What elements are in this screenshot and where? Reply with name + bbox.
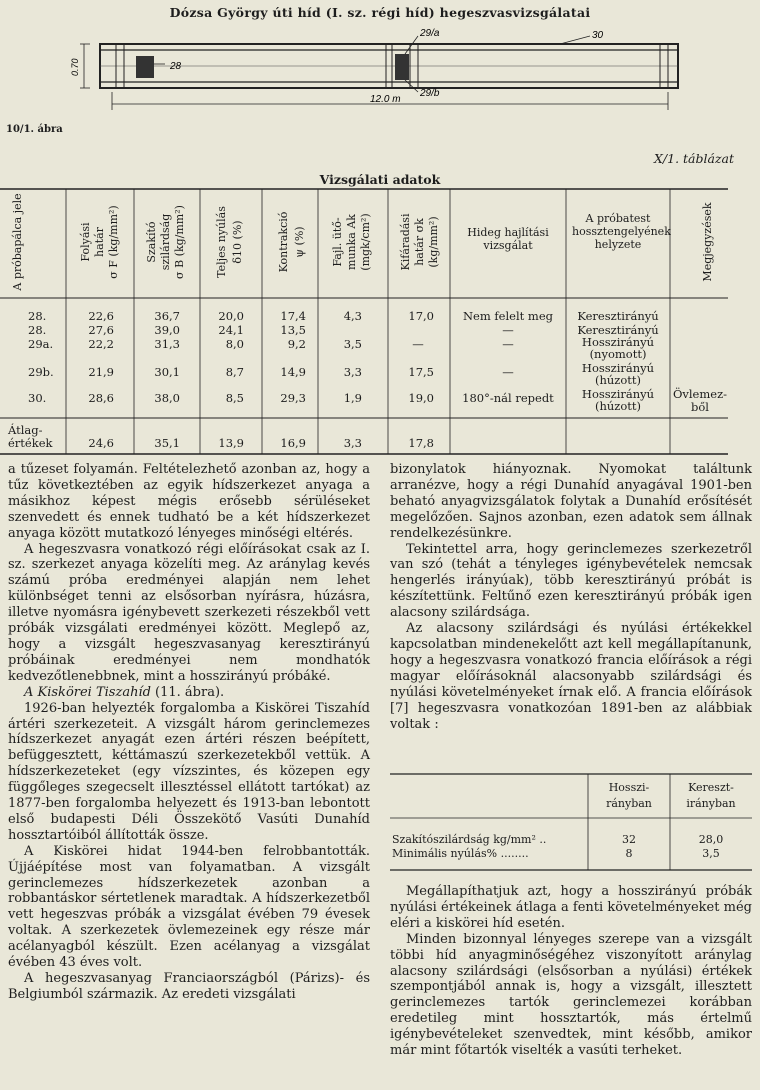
cell-bend: — bbox=[502, 337, 514, 351]
cell-impact: 1,9 bbox=[343, 391, 362, 405]
cell-contr: 9,2 bbox=[287, 337, 306, 351]
cell-tensile: 30,1 bbox=[154, 365, 180, 379]
header-tensile-1: Szakító bbox=[145, 221, 158, 263]
cell-yield: 22,2 bbox=[88, 337, 114, 351]
cell-impact: 3,3 bbox=[343, 365, 362, 379]
right-p4: Megállapíthatjuk azt, hogy a hosszirányú próbák nyúlási értékeinek átlaga a fenti követelményeket még eléri a kiskörei híd esetén. bbox=[390, 884, 752, 931]
label-28: 28 bbox=[170, 61, 182, 72]
req-header-trans-1: Kereszt- bbox=[688, 781, 734, 794]
cell-tensile: 38,0 bbox=[154, 391, 180, 405]
label-29a: 29/a bbox=[420, 28, 440, 39]
cell-tensile: 36,7 bbox=[154, 309, 180, 323]
header-position: A próbatest hossztengelyének helyzete bbox=[572, 212, 671, 251]
beam-drawing bbox=[0, 22, 760, 122]
cell-elong: 8,7 bbox=[225, 365, 244, 379]
avg-label-2: értékek bbox=[8, 436, 53, 450]
avg-impact: 3,3 bbox=[343, 436, 362, 450]
cell-impact: 4,3 bbox=[343, 309, 362, 323]
cell-yield: 21,9 bbox=[88, 365, 114, 379]
req-header-trans-2: irányban bbox=[686, 797, 736, 810]
cell-bend: — bbox=[502, 365, 514, 379]
cell-tensile: 39,0 bbox=[154, 323, 180, 337]
right-column-lower bbox=[390, 884, 752, 1059]
right-p2: Tekintettel arra, hogy gerinclemezes szerkezetről van szó (tehát a tényleges igénybevételek nemcsak hengerlés irányúak), több keresztirányú próbát is készítettünk. Feltűnő ezen keresztirányú próbák igen alacsony szilárdsága. bbox=[390, 541, 752, 621]
table-number: X/1. táblázat bbox=[654, 151, 734, 166]
cell-contr: 13,5 bbox=[280, 323, 306, 337]
left-p2: A hegeszvasra vonatkozó régi előírásokat csak az I. sz. szerkezet anyaga közelíti meg. Az aránylag kevés számú próba eredményei alapján nem lehet különbséget tenni az elsősorban nyírásra, húzásra, illetve nyomásra igénybevett szerkezeti részekből vett próbák vizsgálati eredményei között. Meglepő az, hogy a vizsgált hegeszvasanyag keresztirányú próbáinak eredményei nem mondhatók kedvezőtlenebbnek, mint a hosszirányú próbáké. bbox=[8, 541, 370, 684]
label-height: 0.70 bbox=[70, 58, 80, 76]
right-p5: Minden bizonnyal lényeges szerepe van a vizsgált többi híd anyagminőségéhez viszonyított aránylag alacsony szilárdsági (elsősorban a nyúlási) értékek szempontjából annak is, hogy a vizsgált, illesztett gerinclemezes tartók gerinclemezei korábban eredetileg mint hossztartók, más értelmű igénybevételeket szenvedtek, mint később, amikor már mint főtartók viselték a vasúti terheket. bbox=[390, 931, 752, 1059]
cell-id: 29b. bbox=[28, 365, 54, 379]
cell-yield: 22,6 bbox=[88, 309, 114, 323]
left-p4: 1926-ban helyezték forgalomba a Kiskörei Tiszahíd ártéri szerkezeteit. A vizsgált három gerinclemezes hídszerkezet anyagát ezen ártéri részen beépített, befüggesztett, kéttámaszú szerkezetekből vettük. A hídszerkezeteket (egy vízszintes, és közepen egy függőleges szegecselt illesztéssel ellátott tartókat) az 1877-ben forgalomba helyezett és 1913-ban lebontott első budapesti Déli Összekötő Vasúti Dunahíd hossztartóiból állították össze. bbox=[8, 700, 370, 843]
req-elong-trans: 3,5 bbox=[702, 847, 720, 860]
req-elong-long: 8 bbox=[625, 847, 633, 860]
avg-contr: 16,9 bbox=[280, 436, 306, 450]
header-contr-2: ψ (%) bbox=[293, 226, 306, 258]
cell-tensile: 31,3 bbox=[154, 337, 180, 351]
left-p6: A hegeszvasanyag Franciaországból (Párizs)- és Belgiumból származik. Az eredeti vizsgálati bbox=[8, 971, 370, 1002]
header-contr-1: Kontrakció bbox=[277, 211, 290, 273]
cell-fatigue: 17,0 bbox=[408, 309, 434, 323]
header-yield-1: Folyási bbox=[79, 222, 92, 262]
cell-position-sub: (húzott) bbox=[594, 399, 641, 413]
section-figure-ref: (11. ábra). bbox=[150, 684, 225, 700]
cell-position: Hosszirányú bbox=[581, 361, 655, 375]
cell-elong: 8,5 bbox=[225, 391, 244, 405]
cell-fatigue: — bbox=[412, 337, 424, 351]
cell-elong: 20,0 bbox=[218, 309, 244, 323]
avg-yield: 24,6 bbox=[88, 436, 114, 450]
right-p3: Az alacsony szilárdsági és nyúlási értékekkel kapcsolatban mindenekelőtt azt kell megállapítanunk, hogy a hegeszvasra vonatkozó francia előírások a régi magyar előírásoknál alacsonyabb szilárdsági és nyúlási követelményeket írnak elő. A francia előírások [7] hegeszvasra vonatkozóan 1891-ben az alábbiak voltak : bbox=[390, 621, 752, 732]
cell-yield: 27,6 bbox=[88, 323, 114, 337]
cell-id: 29a. bbox=[28, 337, 54, 351]
label-length: 12.0 m bbox=[370, 94, 401, 105]
cell-impact: 3,5 bbox=[343, 337, 362, 351]
cell-position-sub: (húzott) bbox=[594, 373, 641, 387]
req-tensile-long: 32 bbox=[622, 833, 636, 846]
header-yield-3: σ F (kg/mm²) bbox=[107, 205, 120, 279]
cell-contr: 17,4 bbox=[280, 309, 306, 323]
header-impact-1: Fajl. ütő- bbox=[331, 217, 344, 267]
cell-position: Hosszirányú bbox=[581, 335, 655, 349]
cell-contr: 29,3 bbox=[280, 391, 306, 405]
req-row-tensile: Szakítószilárdság kg/mm² .. bbox=[392, 833, 547, 846]
cell-yield: 28,6 bbox=[88, 391, 114, 405]
cell-fatigue: 19,0 bbox=[408, 391, 434, 405]
cell-id: 28. bbox=[28, 309, 47, 323]
req-tensile-trans: 28,0 bbox=[698, 833, 724, 846]
cell-fatigue: 17,5 bbox=[408, 365, 434, 379]
left-p1: a tűzeset folyamán. Feltételezhető azonban az, hogy a tűz következtében az egyik hídszerkezet anyaga a másikhoz képest mégis erősebb sérüléseket szenvedett és ennek tudható be a két hídszerkezet anyaga között mutatkozó lényeges minőségi eltérés. bbox=[8, 462, 370, 541]
figure-title: Dózsa György úti híd (I. sz. régi híd) hegeszvasvizsgálatai bbox=[169, 5, 591, 20]
cell-position: Hosszirányú bbox=[581, 387, 655, 401]
cell-position: Keresztirányú bbox=[577, 309, 659, 323]
cell-bend: Nem felelt meg bbox=[462, 309, 553, 323]
header-bend: Hideg hajlítási vizsgálat bbox=[467, 226, 549, 252]
left-column bbox=[8, 462, 370, 1003]
right-p1: bizonylatok hiányoznak. Nyomokat találtunk arranézve, hogy a régi Dunahíd anyagával 1901-ben beható anyagvizsgálatok folytak a Dunahíd erősítését megelőzően. Sajnos azonban, ezen adatok sem állnak rendelkezésünkre. bbox=[390, 462, 752, 541]
label-29b: 29/b bbox=[420, 88, 440, 99]
cell-id: 30. bbox=[28, 391, 47, 405]
header-impact-3: (mgk/cm²) bbox=[359, 213, 372, 271]
header-notes: Megjegyzések bbox=[701, 202, 714, 282]
header-yield-2: határ bbox=[93, 227, 106, 257]
cell-elong: 8,0 bbox=[225, 337, 244, 351]
cell-bend: 180°-nál repedt bbox=[462, 391, 554, 405]
req-header-long-2: rányban bbox=[606, 797, 652, 810]
table-caption: Vizsgálati adatok bbox=[319, 172, 441, 187]
header-elong-1: Teljes nyúlás bbox=[215, 206, 228, 278]
left-p5: A Kiskörei hidat 1944-ben felrobbantották. Újjáépítése most van folyamatban. A vizsgált gerinclemezes hídszerkezetek azonban a robbantáskor sértetlenek maradtak. A hídszerkezetből vett hegeszvas próbák a vizsgálat évében 79 évesek voltak. A szerkezetek övlemezeinek egy része már acélanyagból készült. Ezen acélanyag a vizsgálat évében 43 éves volt. bbox=[8, 843, 370, 971]
section-title: A Kiskörei Tiszahíd bbox=[24, 684, 151, 700]
right-column bbox=[390, 462, 752, 732]
left-p3 bbox=[8, 685, 370, 701]
avg-label-1: Átlag- bbox=[8, 423, 43, 437]
req-header-long-1: Hosszi- bbox=[608, 781, 650, 794]
header-specimen: A próbapálca jele bbox=[11, 193, 24, 291]
cell-position-sub: (nyomott) bbox=[589, 347, 647, 361]
cell-bend: — bbox=[502, 323, 514, 337]
cell-position: Keresztirányú bbox=[577, 323, 659, 337]
cell-contr: 14,9 bbox=[280, 365, 306, 379]
header-impact-2: munka Ak bbox=[345, 214, 358, 270]
cell-note: Övlemez-ből bbox=[672, 387, 728, 414]
avg-elong: 13,9 bbox=[218, 436, 244, 450]
header-elong-2: δ10 (%) bbox=[231, 220, 244, 264]
header-fatigue-2: határ σk bbox=[413, 218, 426, 266]
avg-tensile: 35,1 bbox=[154, 436, 180, 450]
specimen-29-mark bbox=[395, 54, 409, 80]
requirements-table bbox=[390, 762, 752, 874]
cell-id: 28. bbox=[28, 323, 47, 337]
header-fatigue-1: Kifáradási bbox=[399, 213, 412, 271]
figure-caption: 10/1. ábra bbox=[6, 124, 63, 135]
avg-fatigue: 17,8 bbox=[408, 436, 434, 450]
header-fatigue-3: (kg/mm²) bbox=[427, 216, 440, 268]
specimen-28-mark bbox=[136, 56, 154, 78]
header-tensile-3: σ B (kg/mm²) bbox=[173, 205, 186, 279]
label-30: 30 bbox=[592, 30, 604, 41]
header-tensile-2: szilárdság bbox=[159, 213, 172, 271]
cell-elong: 24,1 bbox=[218, 323, 244, 337]
req-row-elong: Minimális nyúlás% ........ bbox=[392, 847, 529, 860]
